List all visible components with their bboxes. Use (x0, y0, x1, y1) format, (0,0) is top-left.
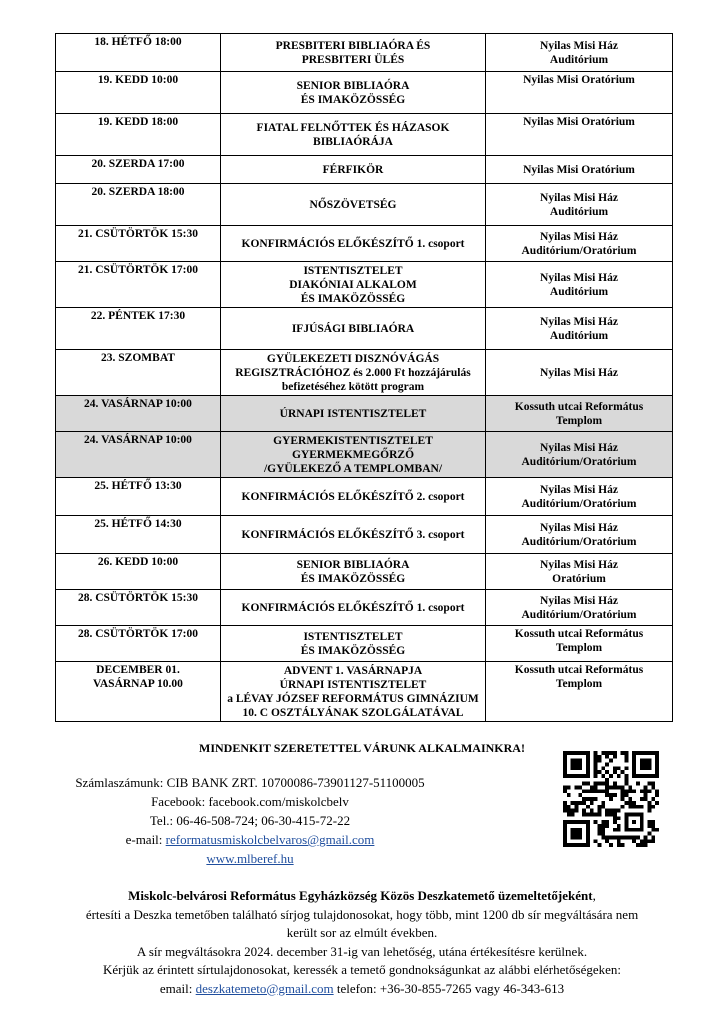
schedule-date: 24. VASÁRNAP 10:00 (56, 432, 221, 478)
schedule-date: 28. CSÜTÖRTÖK 15:30 (56, 590, 221, 626)
schedule-location: Nyilas Misi Ház Auditórium/Oratórium (486, 478, 673, 516)
schedule-location: Nyilas Misi Oratórium (486, 114, 673, 156)
schedule-date: 25. HÉTFŐ 13:30 (56, 478, 221, 516)
notice-line-4: Kérjük az érintett sírtulajdonosokat, keressék a temető gondnokságunkat az alábbi elérhetőségeken: (102, 962, 621, 977)
schedule-row (56, 262, 673, 308)
schedule-date: 22. PÉNTEK 17:30 (56, 308, 221, 350)
schedule-event: KONFIRMÁCIÓS ELŐKÉSZÍTŐ 3. csoport (221, 516, 486, 554)
schedule-row (56, 34, 673, 72)
schedule-row (56, 626, 673, 662)
schedule-date: 21. CSÜTÖRTÖK 17:00 (56, 262, 221, 308)
schedule-event: PRESBITERI BIBLIAÓRA ÉS PRESBITERI ÜLÉS (221, 34, 486, 72)
schedule-date: 18. HÉTFŐ 18:00 (56, 34, 221, 72)
schedule-event: ISTENTISZTELET DIAKÓNIAI ALKALOM ÉS IMAKÖZÖSSÉG (221, 262, 486, 308)
schedule-row (56, 114, 673, 156)
schedule-date: 23. SZOMBAT (56, 350, 221, 396)
schedule-row (56, 432, 673, 478)
schedule-body (56, 34, 673, 722)
schedule-row (56, 590, 673, 626)
schedule-location: Nyilas Misi Ház Auditórium (486, 262, 673, 308)
schedule-row (56, 554, 673, 590)
qr-code-icon (563, 751, 659, 847)
notice-phone: telefon: +36-30-855-7265 vagy 46-343-613 (333, 980, 565, 996)
contact-block (0, 773, 500, 868)
schedule-row (56, 226, 673, 262)
schedule-row (56, 308, 673, 350)
schedule-location: Nyilas Misi Ház Auditórium (486, 308, 673, 350)
closing-invitation: MINDENKIT SZERETETTEL VÁRUNK ALKALMAINKRA! (199, 741, 525, 755)
notice-line-3: A sír megváltásokra 2024. december 31-ig van lehetőség, utána értékesítésre kerülnek. (136, 943, 588, 959)
schedule-row (56, 478, 673, 516)
schedule-row (56, 516, 673, 554)
schedule-event: GYERMEKISTENTISZTELET GYERMEKMEGŐRZŐ /GYÜLEKEZŐ A TEMPLOMBAN/ (221, 432, 486, 478)
schedule-date: 20. SZERDA 17:00 (56, 156, 221, 184)
schedule-date: 20. SZERDA 18:00 (56, 184, 221, 226)
notice-title-line (18, 887, 706, 906)
email-line (0, 830, 500, 849)
schedule-event: KONFIRMÁCIÓS ELŐKÉSZÍTŐ 2. csoport (221, 478, 486, 516)
schedule-row (56, 184, 673, 226)
cemetery-notice (18, 887, 706, 998)
notice-line-2: került sor az elmúlt években. (286, 925, 438, 940)
website-link[interactable]: www.mlberef.hu (206, 851, 294, 866)
bank-account: Számlaszámunk: CIB BANK ZRT. 10700086-73901127-51100005 (75, 775, 425, 790)
schedule-event: FÉRFIKÖR (221, 156, 486, 184)
schedule-location: Nyilas Misi Ház Auditórium (486, 34, 673, 72)
schedule-event: ADVENT 1. VASÁRNAPJA ÚRNAPI ISTENTISZTELET a LÉVAY JÓZSEF REFORMÁTUS GIMNÁZIUM 10. C OSZTÁLYÁNAK SZOLGÁLATÁVAL (221, 662, 486, 722)
schedule-date: DECEMBER 01. VASÁRNAP 10.00 (56, 662, 221, 722)
schedule-row (56, 396, 673, 432)
schedule-date: 28. CSÜTÖRTÖK 17:00 (56, 626, 221, 662)
notice-title: Miskolc-belvárosi Református Egyházközség Közös Deszkatemető üzemeltetőjeként (128, 888, 593, 903)
schedule-location: Nyilas Misi Ház Auditórium (486, 184, 673, 226)
schedule-location: Kossuth utcai Református Templom (486, 626, 673, 662)
schedule-event: NŐSZÖVETSÉG (221, 184, 486, 226)
event-schedule-table (55, 33, 673, 722)
web-line (0, 849, 500, 868)
schedule-event: KONFIRMÁCIÓS ELŐKÉSZÍTŐ 1. csoport (221, 226, 486, 262)
notice-title-comma: , (592, 888, 596, 903)
schedule-event: KONFIRMÁCIÓS ELŐKÉSZÍTŐ 1. csoport (221, 590, 486, 626)
schedule-location: Nyilas Misi Ház Auditórium/Oratórium (486, 516, 673, 554)
schedule-date: 21. CSÜTÖRTÖK 15:30 (56, 226, 221, 262)
notice-contact-line (18, 980, 706, 999)
notice-line-1: értesíti a Deszka temetőben található sírjog tulajdonosokat, hogy több, mint 1200 db sír megváltására nem (85, 906, 639, 922)
notice-email-label: email: (159, 980, 196, 996)
schedule-location: Nyilas Misi Ház Oratórium (486, 554, 673, 590)
schedule-event: ÚRNAPI ISTENTISZTELET (221, 396, 486, 432)
schedule-date: 19. KEDD 10:00 (56, 72, 221, 114)
schedule-event: IFJÚSÁGI BIBLIAÓRA (221, 308, 486, 350)
email-link[interactable]: reformatusmiskolcbelvaros@gmail.com (165, 832, 375, 847)
schedule-row (56, 662, 673, 722)
schedule-location: Nyilas Misi Ház Auditórium/Oratórium (486, 432, 673, 478)
schedule-location: Nyilas Misi Oratórium (486, 72, 673, 114)
email-label: e-mail: (125, 832, 166, 847)
schedule-event: SENIOR BIBLIAÓRA ÉS IMAKÖZÖSSÉG (221, 554, 486, 590)
schedule-location: Kossuth utcai Református Templom (486, 396, 673, 432)
schedule-location: Nyilas Misi Ház Auditórium/Oratórium (486, 590, 673, 626)
schedule-location: Kossuth utcai Református Templom (486, 662, 673, 722)
schedule-event: GYÜLEKEZETI DISZNÓVÁGÁS REGISZTRÁCIÓHOZ és 2.000 Ft hozzájárulás befizetéséhez kötött program (221, 350, 486, 396)
schedule-location: Nyilas Misi Ház Auditórium/Oratórium (486, 226, 673, 262)
schedule-location: Nyilas Misi Ház (486, 350, 673, 396)
facebook-line: Facebook: facebook.com/miskolcbelv (151, 794, 349, 809)
schedule-date: 25. HÉTFŐ 14:30 (56, 516, 221, 554)
schedule-row (56, 156, 673, 184)
phone-line: Tel.: 06-46-508-724; 06-30-415-72-22 (149, 813, 351, 828)
notice-email-link[interactable]: deszkatemeto@gmail.com (195, 980, 334, 996)
schedule-event: ISTENTISZTELET ÉS IMAKÖZÖSSÉG (221, 626, 486, 662)
schedule-row (56, 72, 673, 114)
schedule-event: SENIOR BIBLIAÓRA ÉS IMAKÖZÖSSÉG (221, 72, 486, 114)
schedule-date: 26. KEDD 10:00 (56, 554, 221, 590)
schedule-date: 24. VASÁRNAP 10:00 (56, 396, 221, 432)
schedule-date: 19. KEDD 18:00 (56, 114, 221, 156)
schedule-row (56, 350, 673, 396)
schedule-event: FIATAL FELNŐTTEK ÉS HÁZASOK BIBLIAÓRÁJA (221, 114, 486, 156)
schedule-location: Nyilas Misi Oratórium (486, 156, 673, 184)
